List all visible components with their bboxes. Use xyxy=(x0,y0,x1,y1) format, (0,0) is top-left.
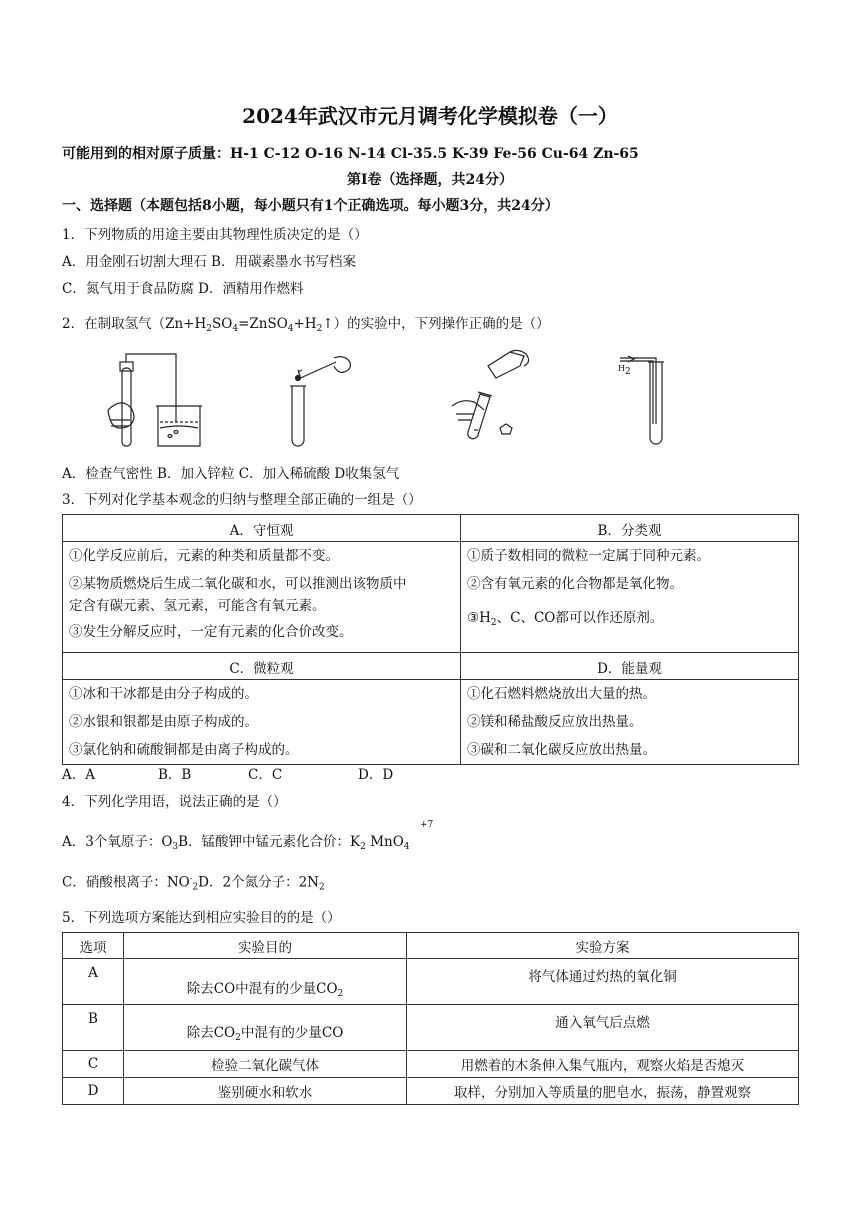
q2-eq-sub4b: 4 xyxy=(287,324,294,334)
q4-valence: +7 xyxy=(420,820,434,830)
q3-b2: ②含有氧元素的化合物都是氧化物。 xyxy=(467,576,683,592)
q5-header-option: 选项 xyxy=(63,933,124,959)
q5-header-plan: 实验方案 xyxy=(407,933,799,959)
page-title: 2024年武汉市元月调考化学模拟卷（一） xyxy=(242,104,618,128)
q5-row-c-goal: 检验二氧化碳气体 xyxy=(124,1051,407,1078)
part1-title: 一、选择题（本题包括8小题，每小题只有1个正确选项。每小题3分，共24分） xyxy=(62,198,559,214)
q3-c2: ②水银和银都是由原子构成的。 xyxy=(69,714,258,730)
q3-head-c: C．微粒观 xyxy=(63,653,461,680)
table-row xyxy=(63,1051,799,1078)
q2-stem-b: ）的实验中，下列操作正确的是（） xyxy=(333,316,550,332)
q1-stem: 1．下列物质的用途主要由其物理性质决定的是（） xyxy=(62,227,368,243)
atomic-mass-line: 可能用到的相对原子质量：H-1 C-12 O-16 N-14 Cl-35.5 K-39 Fe-56 Cu-64 Zn-65 xyxy=(62,146,639,162)
q4-stem: 4．下列化学用语，说法正确的是（） xyxy=(62,794,287,810)
q3-a4: ③发生分解反应时，一定有元素的化合价改变。 xyxy=(69,624,353,640)
q3-cell-c xyxy=(63,680,461,765)
q2-eq-arrow: ↑ xyxy=(322,316,334,332)
h2-label: $H_2$ xyxy=(618,364,631,377)
q1-options-cd: C．氮气用于食品防腐 D．酒精用作燃料 xyxy=(62,281,304,297)
q3-c1: ①冰和干冰都是由分子构成的。 xyxy=(69,686,258,702)
q3-table xyxy=(62,514,799,765)
q5-row-d-goal: 鉴别硬水和软水 xyxy=(124,1078,407,1105)
q3-a2: ②某物质燃烧后生成二氧化碳和水，可以推测出该物质中 xyxy=(69,576,407,592)
q3-stem: 3．下列对化学基本观念的归纳与整理全部正确的一组是（） xyxy=(62,492,422,508)
q5-row-c-option: C xyxy=(63,1051,124,1078)
q2-eq-zn: Zn+H xyxy=(165,316,207,332)
q2-eq-sub4a: 4 xyxy=(232,324,239,334)
q3-cell-a xyxy=(63,542,461,653)
q2-eq-znso: =ZnSO xyxy=(238,316,288,332)
apparatus-add-zinc-figure xyxy=(278,350,358,450)
q3-head-b: B．分类观 xyxy=(461,515,799,542)
q3-b3: $③H_2$、C、CO都可以作还原剂。 xyxy=(467,610,664,628)
table-row xyxy=(63,1005,799,1051)
q3-option-c: C．C xyxy=(248,767,283,783)
q5-row-a-plan: 将气体通过灼热的氧化铜 xyxy=(407,959,799,1005)
q5-row-d-plan: 取样，分别加入等质量的肥皂水，振荡，静置观察 xyxy=(407,1078,799,1105)
q2-eq-sub2a: 2 xyxy=(206,324,212,334)
q3-d1: ①化石燃料燃烧放出大量的热。 xyxy=(467,686,656,702)
q4-line1: A．3个氧原子：$O_3B$．锰酸钾中锰元素化合价：$K_2$ MnO$_4$ xyxy=(62,834,410,852)
q5-row-d-option: D xyxy=(63,1078,124,1105)
q3-head-a: A．守恒观 xyxy=(63,515,461,542)
apparatus-add-acid-figure xyxy=(448,348,538,453)
q5-row-a-goal: 除去CO中混有的少量$CO_2$ xyxy=(124,959,407,1005)
q3-b1: ①质子数相同的微粒一定属于同种元素。 xyxy=(467,548,710,564)
q2-eq-so4: SO xyxy=(212,316,233,332)
q3-option-d: D．D xyxy=(358,767,394,783)
q2-stem-a: 2．在制取氢气（ xyxy=(62,316,166,332)
q2-stem xyxy=(62,316,550,332)
q3-cell-d xyxy=(461,680,799,765)
q5-row-c-plan: 用燃着的木条伸入集气瓶内，观察火焰是否熄灭 xyxy=(407,1051,799,1078)
q3-d3: ③碳和二氧化碳反应放出热量。 xyxy=(467,742,656,758)
q3-option-a: A．A xyxy=(62,767,95,783)
q2-eq-sub2b: 2 xyxy=(316,324,323,334)
q3-option-b: B．B xyxy=(158,767,192,783)
q5-table xyxy=(62,932,799,1105)
q5-stem: 5．下列选项方案能达到相应实验目的的是（） xyxy=(62,910,341,926)
section-title: 第Ⅰ卷（选择题，共24分） xyxy=(346,172,514,188)
q5-row-b-option: B xyxy=(63,1005,124,1051)
q2-options: A．检查气密性 B．加入锌粒 C．加入稀硫酸 D收集氢气 xyxy=(62,466,400,482)
q3-head-d: D．能量观 xyxy=(461,653,799,680)
q3-a1: ①化学反应前后，元素的种类和质量都不变。 xyxy=(69,548,339,564)
q2-eq-h2: +H xyxy=(293,316,317,332)
table-row xyxy=(63,959,799,1005)
q3-a3: 定含有碳元素、氢元素，可能含有氧元素。 xyxy=(69,598,326,614)
q3-cell-b xyxy=(461,542,799,653)
apparatus-check-airtightness-figure xyxy=(100,350,230,450)
q5-row-a-option: A xyxy=(63,959,124,1005)
q5-row-b-goal: 除去$CO_2$中混有的少量CO xyxy=(124,1005,407,1051)
table-row xyxy=(63,1078,799,1105)
q5-header-goal: 实验目的 xyxy=(124,933,407,959)
q3-c3: ③氯化钠和硫酸铜都是由离子构成的。 xyxy=(69,742,299,758)
q3-d2: ②镁和稀盐酸反应放出热量。 xyxy=(467,714,643,730)
q5-row-b-plan: 通入氧气后点燃 xyxy=(407,1005,799,1051)
q4-line2: C．硝酸根离子：$NO^-_2D$．2个氮分子：$2N_2$ xyxy=(62,874,325,893)
q1-options-ab: A．用金刚石切割大理石 B．用碳素墨水书写档案 xyxy=(62,254,356,270)
